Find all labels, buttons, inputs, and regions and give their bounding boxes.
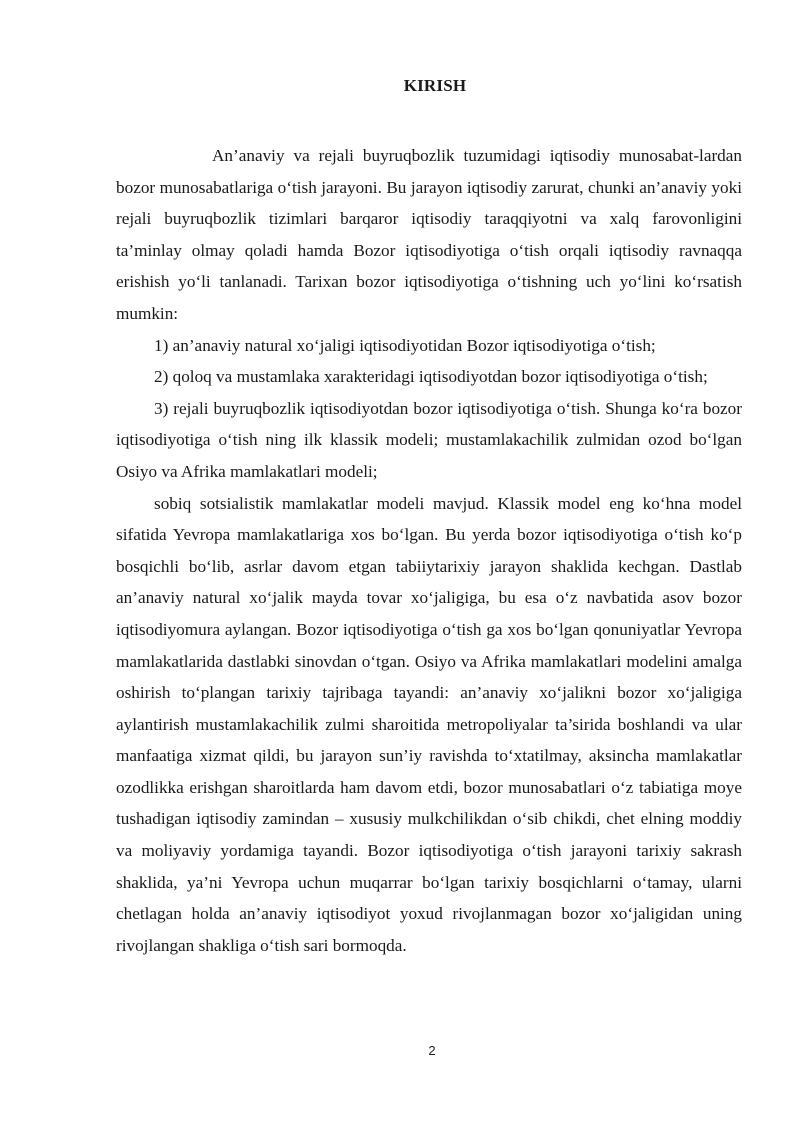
list-item-1: 1) an’anaviy natural xo‘jaligi iqtisodiyotidan Bozor iqtisodiyotiga o‘tish; — [154, 335, 656, 355]
list-item-3: 3) rejali buyruqbozlik iqtisodiyotdan bozor iqtisodiyotiga o‘tish. Shunga ko‘ra bozor iqtisodiyotiga o‘tish ning ilk klassik modeli; mustamlakachilik zulmidan ozod bo‘lgan Osiyo va Afrika mamlakatlari modeli; — [116, 398, 742, 481]
page-number: 2 — [428, 1043, 436, 1058]
body-text — [116, 140, 742, 961]
list-item-2: 2) qoloq va mustamlaka xarakteridagi iqtisodiyotdan bozor iqtisodiyotiga o‘tish; — [154, 367, 708, 387]
page-title: KIRISH — [403, 76, 467, 95]
paragraph-models: sobiq sotsialistik mamlakatlar modeli mavjud. Klassik model eng ko‘hna model sifatida Yevropa mamlakatlariga xos bo‘lgan. Bu yerda bozor iqtisodiyotiga o‘tish ko‘p bosqichli bo‘lib, asrlar davom etgan tabiiytarixiy jarayon shaklida kechgan. Dastlab an’anaviy natural xo‘jalik mayda tovar xo‘jaligiga, bu esa o‘z navbatida asov bozor iqtisodiyomura aylangan. Bozor iqtisodiyotiga o‘tish ga xos bo‘lgan qonuniyatlar Yevropa mamlakatlarida dastlabki sinovdan o‘tgan. Osiyo va Afrika mamlakatlari modelini amalga oshirish to‘plangan tarixiy tajribaga tayandi: an’anaviy xo‘jalikni bozor xo‘jaligiga aylantirish mustamlakachilik zulmi sharoitida metropoliyalar ta’sirida boshlandi va ular manfaatiga xizmat qildi, bu jarayon sun’iy ravishda to‘xtatilmay, aksincha mamlakatlar ozodlikka erishgan sharoitlarda ham davom etdi, bozor munosabatlari o‘z tabiatiga moye tushadigan iqtisodiy zamindan – xususiy mulkchilikdan o‘sib chikdi, chet elning moddiy va moliyaviy yordamiga tayandi. Bozor iqtisodiyotiga o‘tish jarayoni tarixiy sakrash shaklida, ya’ni Yevropa uchun muqarrar bo‘lgan tarixiy bosqichlarni o‘tamay, ularni chetlagan holda an’anaviy iqtisodiyot yoxud rivojlanmagan bozor xo‘jaligidan uning rivojlangan shakliga o‘tish sari bormoqda. — [116, 493, 742, 955]
paragraph-intro: An’anaviy va rejali buyruqbozlik tuzumidagi iqtisodiy munosabat-lardan bozor munosabatlariga o‘tish jarayoni. Bu jarayon iqtisodiy zarurat, chunki an’anaviy yoki rejali buyruqbozlik tizimlari barqaror iqtisodiy taraqqiyotni va xalq farovonligini ta’minlay olmay qoladi hamda Bozor iqtisodiyotiga o‘tish orqali iqtisodiy ravnaqqa erishish yo‘li tanlanadi. Tarixan bozor iqtisodiyotiga o‘tishning uch yo‘lini ko‘rsatish mumkin: — [116, 146, 742, 323]
